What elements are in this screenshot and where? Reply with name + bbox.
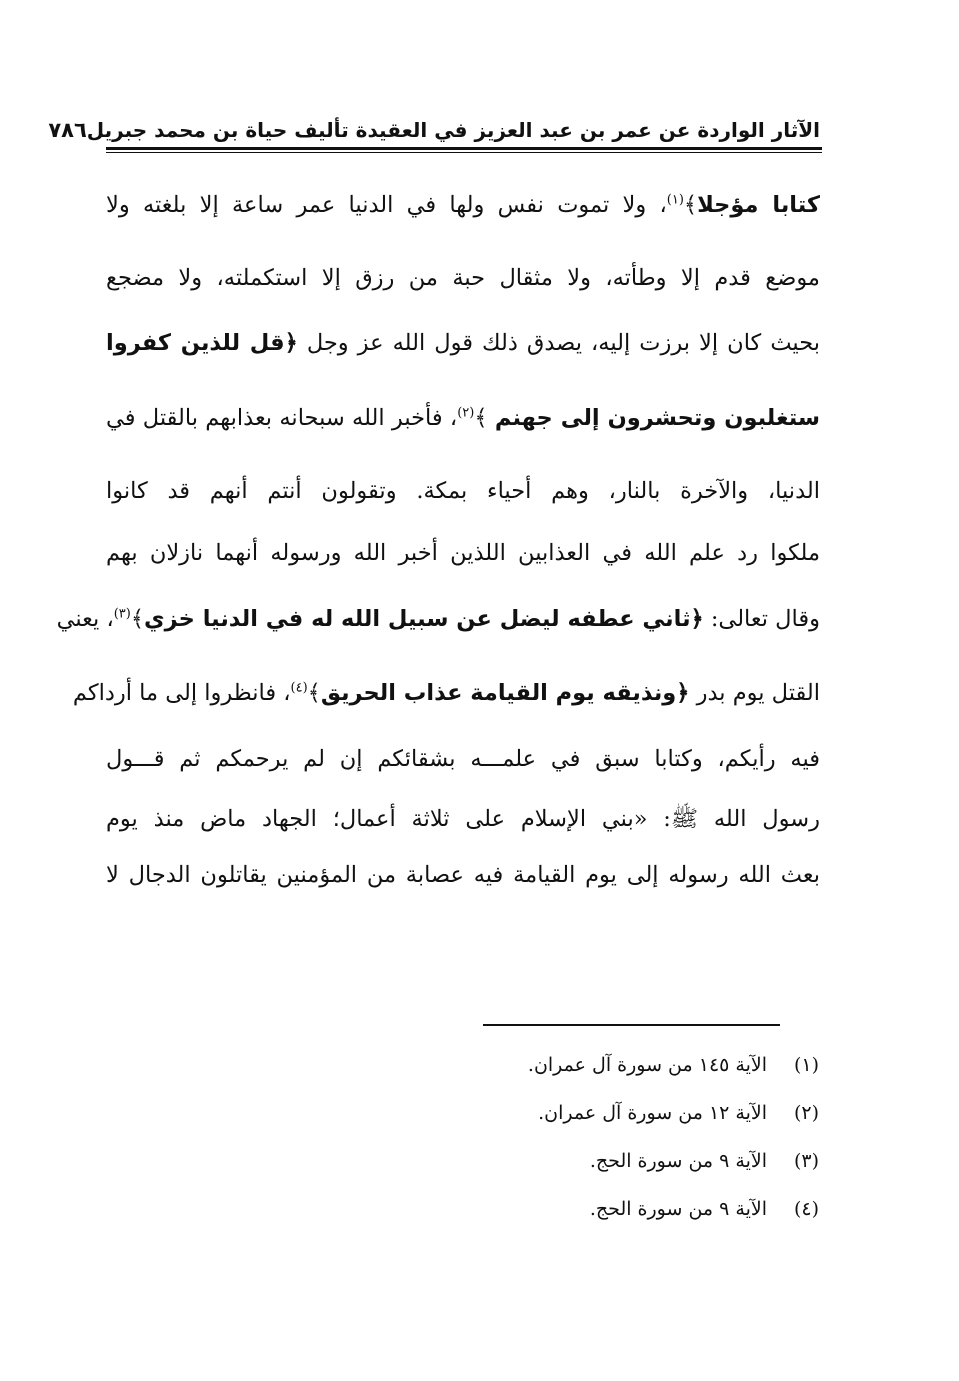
- body-line: [106, 330, 820, 357]
- body-line: [72, 680, 820, 707]
- footnotes: [399, 1050, 819, 1242]
- text-run: وقال تعالى:: [703, 606, 820, 632]
- body-line: [106, 265, 820, 292]
- footnote-text: الآية ٩ من سورة الحج.: [589, 1198, 767, 1220]
- body-line: [106, 478, 820, 505]
- text-run: ﴾: [683, 192, 698, 218]
- footnote-item: [399, 1146, 819, 1194]
- text-run: بعث الله رسوله إلى يوم القيامة فيه عصابة من المؤمنين يقاتلون الدجال لا: [106, 862, 820, 888]
- body-line: [106, 540, 820, 567]
- quran-quote: ﴿ثاني عطفه ليضل عن سبيل الله له في الدنيا خزي: [144, 606, 704, 632]
- footnote-item: [399, 1098, 819, 1146]
- footnote-number: (٢): [793, 1102, 819, 1124]
- footnote-item: [399, 1194, 819, 1242]
- body-line: [106, 746, 820, 773]
- footnote-item: [399, 1050, 819, 1098]
- footnote-number: (١): [793, 1054, 819, 1076]
- text-run: ﴾: [130, 606, 145, 632]
- footnote-number: (٤): [793, 1198, 819, 1220]
- text-run: الدنيا، والآخرة بالنار، وهم أحياء بمكة. وتقولون أنتم أنهم قد كانوا: [106, 478, 820, 504]
- text-run: ملكوا رد علم الله في العذابين اللذين أخبر الله ورسوله أنهما نازلان بهم: [106, 540, 820, 566]
- text-run: ، فانظروا إلى ما أرداكم: [72, 680, 291, 706]
- header-rule: [106, 147, 822, 153]
- page-number: ٧٨٦: [48, 118, 87, 142]
- body-line: [106, 806, 820, 833]
- text-run: ﴾: [474, 405, 495, 431]
- body-line: [106, 862, 820, 889]
- text-run: ، ولا تموت نفس ولها في الدنيا عمر ساعة إلا بلغته ولا: [106, 192, 667, 218]
- running-header: [48, 112, 820, 142]
- footnote-text: الآية ١٤٥ من سورة آل عمران.: [527, 1054, 767, 1076]
- footnote-marker: (١): [666, 192, 684, 208]
- text-run: بحيث كان إلا برزت إليه، يصدق ذلك قول الله عز وجل: [297, 330, 820, 356]
- footnote-text: الآية ٩ من سورة الحج.: [589, 1150, 767, 1172]
- quran-quote: ﴿قل للذين كفروا: [106, 330, 298, 356]
- text-run: ، يعني: [56, 606, 114, 632]
- footnote-marker: (٤): [290, 680, 308, 696]
- text-run: القتل يوم بدر: [689, 680, 820, 706]
- body-line: [56, 606, 820, 633]
- footnote-separator: [483, 1024, 780, 1026]
- body-line: [106, 405, 820, 432]
- quran-quote: ستغلبون وتحشرون إلى جهنم: [494, 405, 820, 431]
- header-title: الآثار الواردة عن عمر بن عبد العزيز في العقيدة تأليف حياة بن محمد جبريل: [86, 118, 820, 142]
- quran-quote: كتابا مؤجلا: [697, 192, 820, 218]
- footnote-number: (٣): [793, 1150, 819, 1172]
- footnote-marker: (٣): [113, 606, 131, 622]
- footnote-text: الآية ١٢ من سورة آل عمران.: [538, 1102, 767, 1124]
- quran-quote: ﴿ونذيقه يوم القيامة عذاب الحريق: [320, 680, 690, 706]
- text-run: موضع قدم إلا وطأته، ولا مثقال حبة من رزق إلا استكملته، ولا مضجع: [106, 265, 820, 291]
- footnote-marker: (٢): [457, 405, 475, 421]
- text-run: ، فأخبر الله سبحانه بعذابهم بالقتل في: [106, 405, 458, 431]
- body-line: [106, 192, 820, 219]
- text-run: رسول الله ﷺ: «بني الإسلام على ثلاثة أعمال؛ الجهاد ماض منذ يوم: [106, 806, 820, 832]
- text-run: ﴾: [307, 680, 321, 706]
- text-run: فيه رأيكم، وكتابا سبق في علمـــه بشقائكم إن لم يرحمكم ثم قـــول: [106, 746, 820, 772]
